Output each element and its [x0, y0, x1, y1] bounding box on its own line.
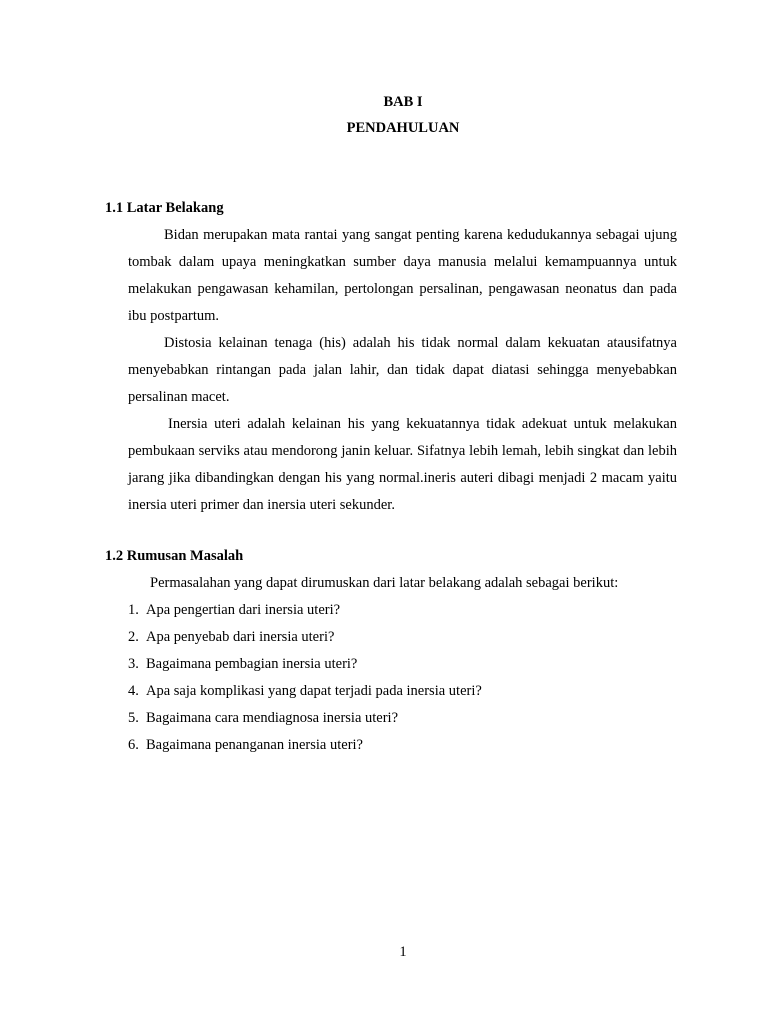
section-body-latar-belakang — [128, 222, 677, 519]
list-number: 3. — [128, 656, 139, 672]
section-heading-rumusan-masalah: 1.2 Rumusan Masalah — [105, 548, 244, 564]
list-number: 5. — [128, 710, 139, 726]
question-list — [128, 597, 482, 759]
list-text: Bagaimana cara mendiagnosa inersia uteri? — [146, 710, 399, 726]
list-number: 6. — [128, 737, 139, 753]
list-item — [128, 705, 482, 732]
list-text: Bagaimana penanganan inersia uteri? — [146, 737, 363, 753]
list-text: Apa penyebab dari inersia uteri? — [146, 629, 335, 645]
paragraph: Bidan merupakan mata rantai yang sangat penting karena kedudukannya sebagai ujung tombak dalam upaya meningkatkan sumber daya manusia melalui kemampuannya untuk melakukan pengawasan kehamilan, pertolongan persalinan, pengawasan neonatus dan pada ibu postpartum. — [128, 227, 677, 324]
list-text: Apa saja komplikasi yang dapat terjadi pada inersia uteri? — [146, 683, 482, 699]
paragraph: Inersia uteri adalah kelainan his yang kekuatannya tidak adekuat untuk melakukan pembukaan serviks atau mendorong janin keluar. Sifatnya lebih lemah, lebih singkat dan lebih jarang jika dibandingkan dengan his yang normal.ineris auteri dibagi menjadi 2 macam yaitu inersia uteri primer dan inersia uteri sekunder. — [128, 416, 677, 513]
list-number: 2. — [128, 629, 139, 645]
chapter-title: PENDAHULUAN — [346, 120, 460, 136]
list-item — [128, 651, 482, 678]
list-number: 4. — [128, 683, 139, 699]
chapter-label: BAB I — [383, 94, 423, 110]
list-item — [128, 597, 482, 624]
section-intro: Permasalahan yang dapat dirumuskan dari latar belakang adalah sebagai berikut: — [150, 575, 619, 591]
list-text: Apa pengertian dari inersia uteri? — [146, 602, 341, 618]
list-text: Bagaimana pembagian inersia uteri? — [146, 656, 358, 672]
list-item — [128, 732, 482, 759]
list-item — [128, 678, 482, 705]
list-number: 1. — [128, 602, 139, 618]
page-number: 1 — [399, 944, 407, 960]
list-item — [128, 624, 482, 651]
section-heading-latar-belakang: 1.1 Latar Belakang — [105, 200, 224, 216]
paragraph: Distosia kelainan tenaga (his) adalah his tidak normal dalam kekuatan atausifatnya menyebabkan rintangan pada jalan lahir, dan tidak dapat diatasi sehingga menyebabkan persalinan macet. — [128, 335, 677, 405]
